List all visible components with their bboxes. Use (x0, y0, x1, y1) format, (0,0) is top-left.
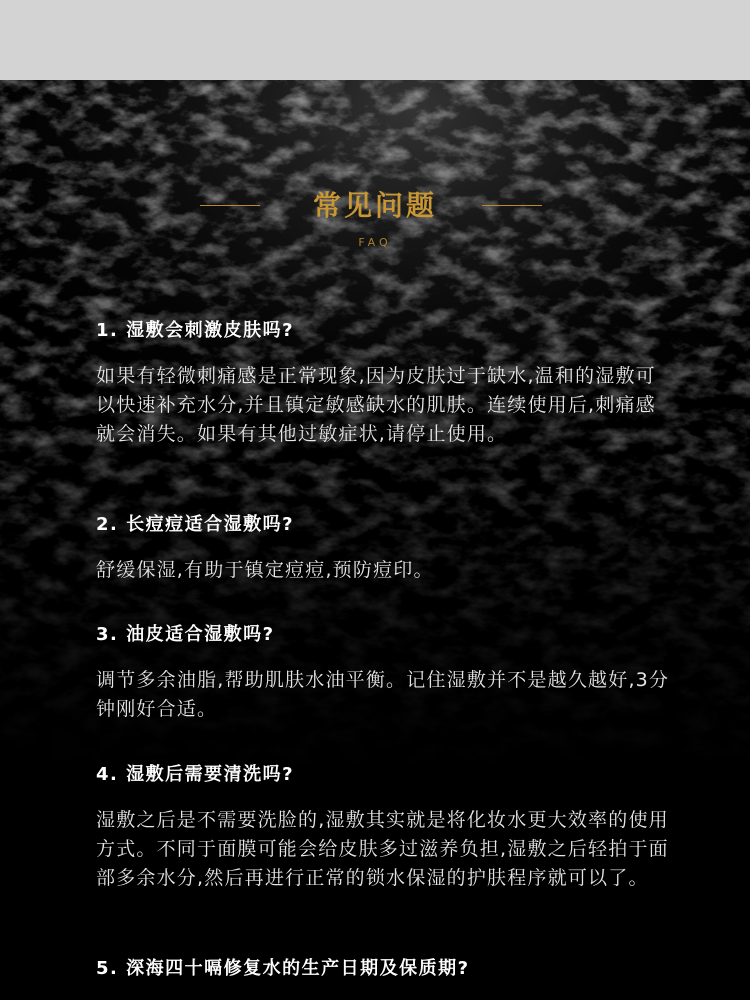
faq-question: 2. 长痘痘适合湿敷吗? (96, 514, 295, 535)
section-subtitle: FAQ (358, 236, 392, 249)
content-area (0, 80, 750, 1000)
faq-answer: 舒缓保湿,有助于镇定痘痘,预防痘印。 (96, 559, 434, 581)
faq-answer: 调节多余油脂,帮助肌肤水油平衡。记住湿敷并不是越久越好,3分钟刚好合适。 (96, 669, 670, 720)
faq-item-2 (96, 512, 676, 585)
faq-answer: 如果有轻微刺痛感是正常现象,因为皮肤过于缺水,温和的湿敷可以快速补充水分,并且镇定敏感缺水的肌肤。连续使用后,刺痛感就会消失。如果有其他过敏症状,请停止使用。 (96, 365, 656, 445)
section-title-row (0, 186, 750, 226)
faq-question: 1. 湿敷会刺激皮肤吗? (96, 320, 295, 341)
top-band (0, 0, 750, 80)
faq-item-4 (96, 762, 676, 893)
faq-item-1 (96, 318, 676, 449)
section-title: 常见问题 (312, 189, 437, 222)
faq-question: 4. 湿敷后需要清洗吗? (96, 764, 295, 785)
faq-item-3 (96, 622, 676, 724)
faq-answer: 湿敷之后是不需要洗脸的,湿敷其实就是将化妆水更大效率的使用方式。不同于面膜可能会给皮肤多过滋养负担,湿敷之后轻拍于面部多余水分,然后再进行正常的锁水保湿的护肤程序就可以了。 (96, 809, 669, 889)
title-divider-right (482, 205, 542, 206)
faq-page (0, 80, 750, 1000)
faq-item-5 (96, 956, 676, 982)
faq-question: 5. 深海四十嗝修复水的生产日期及保质期? (96, 958, 470, 979)
faq-question: 3. 油皮适合湿敷吗? (96, 624, 275, 645)
